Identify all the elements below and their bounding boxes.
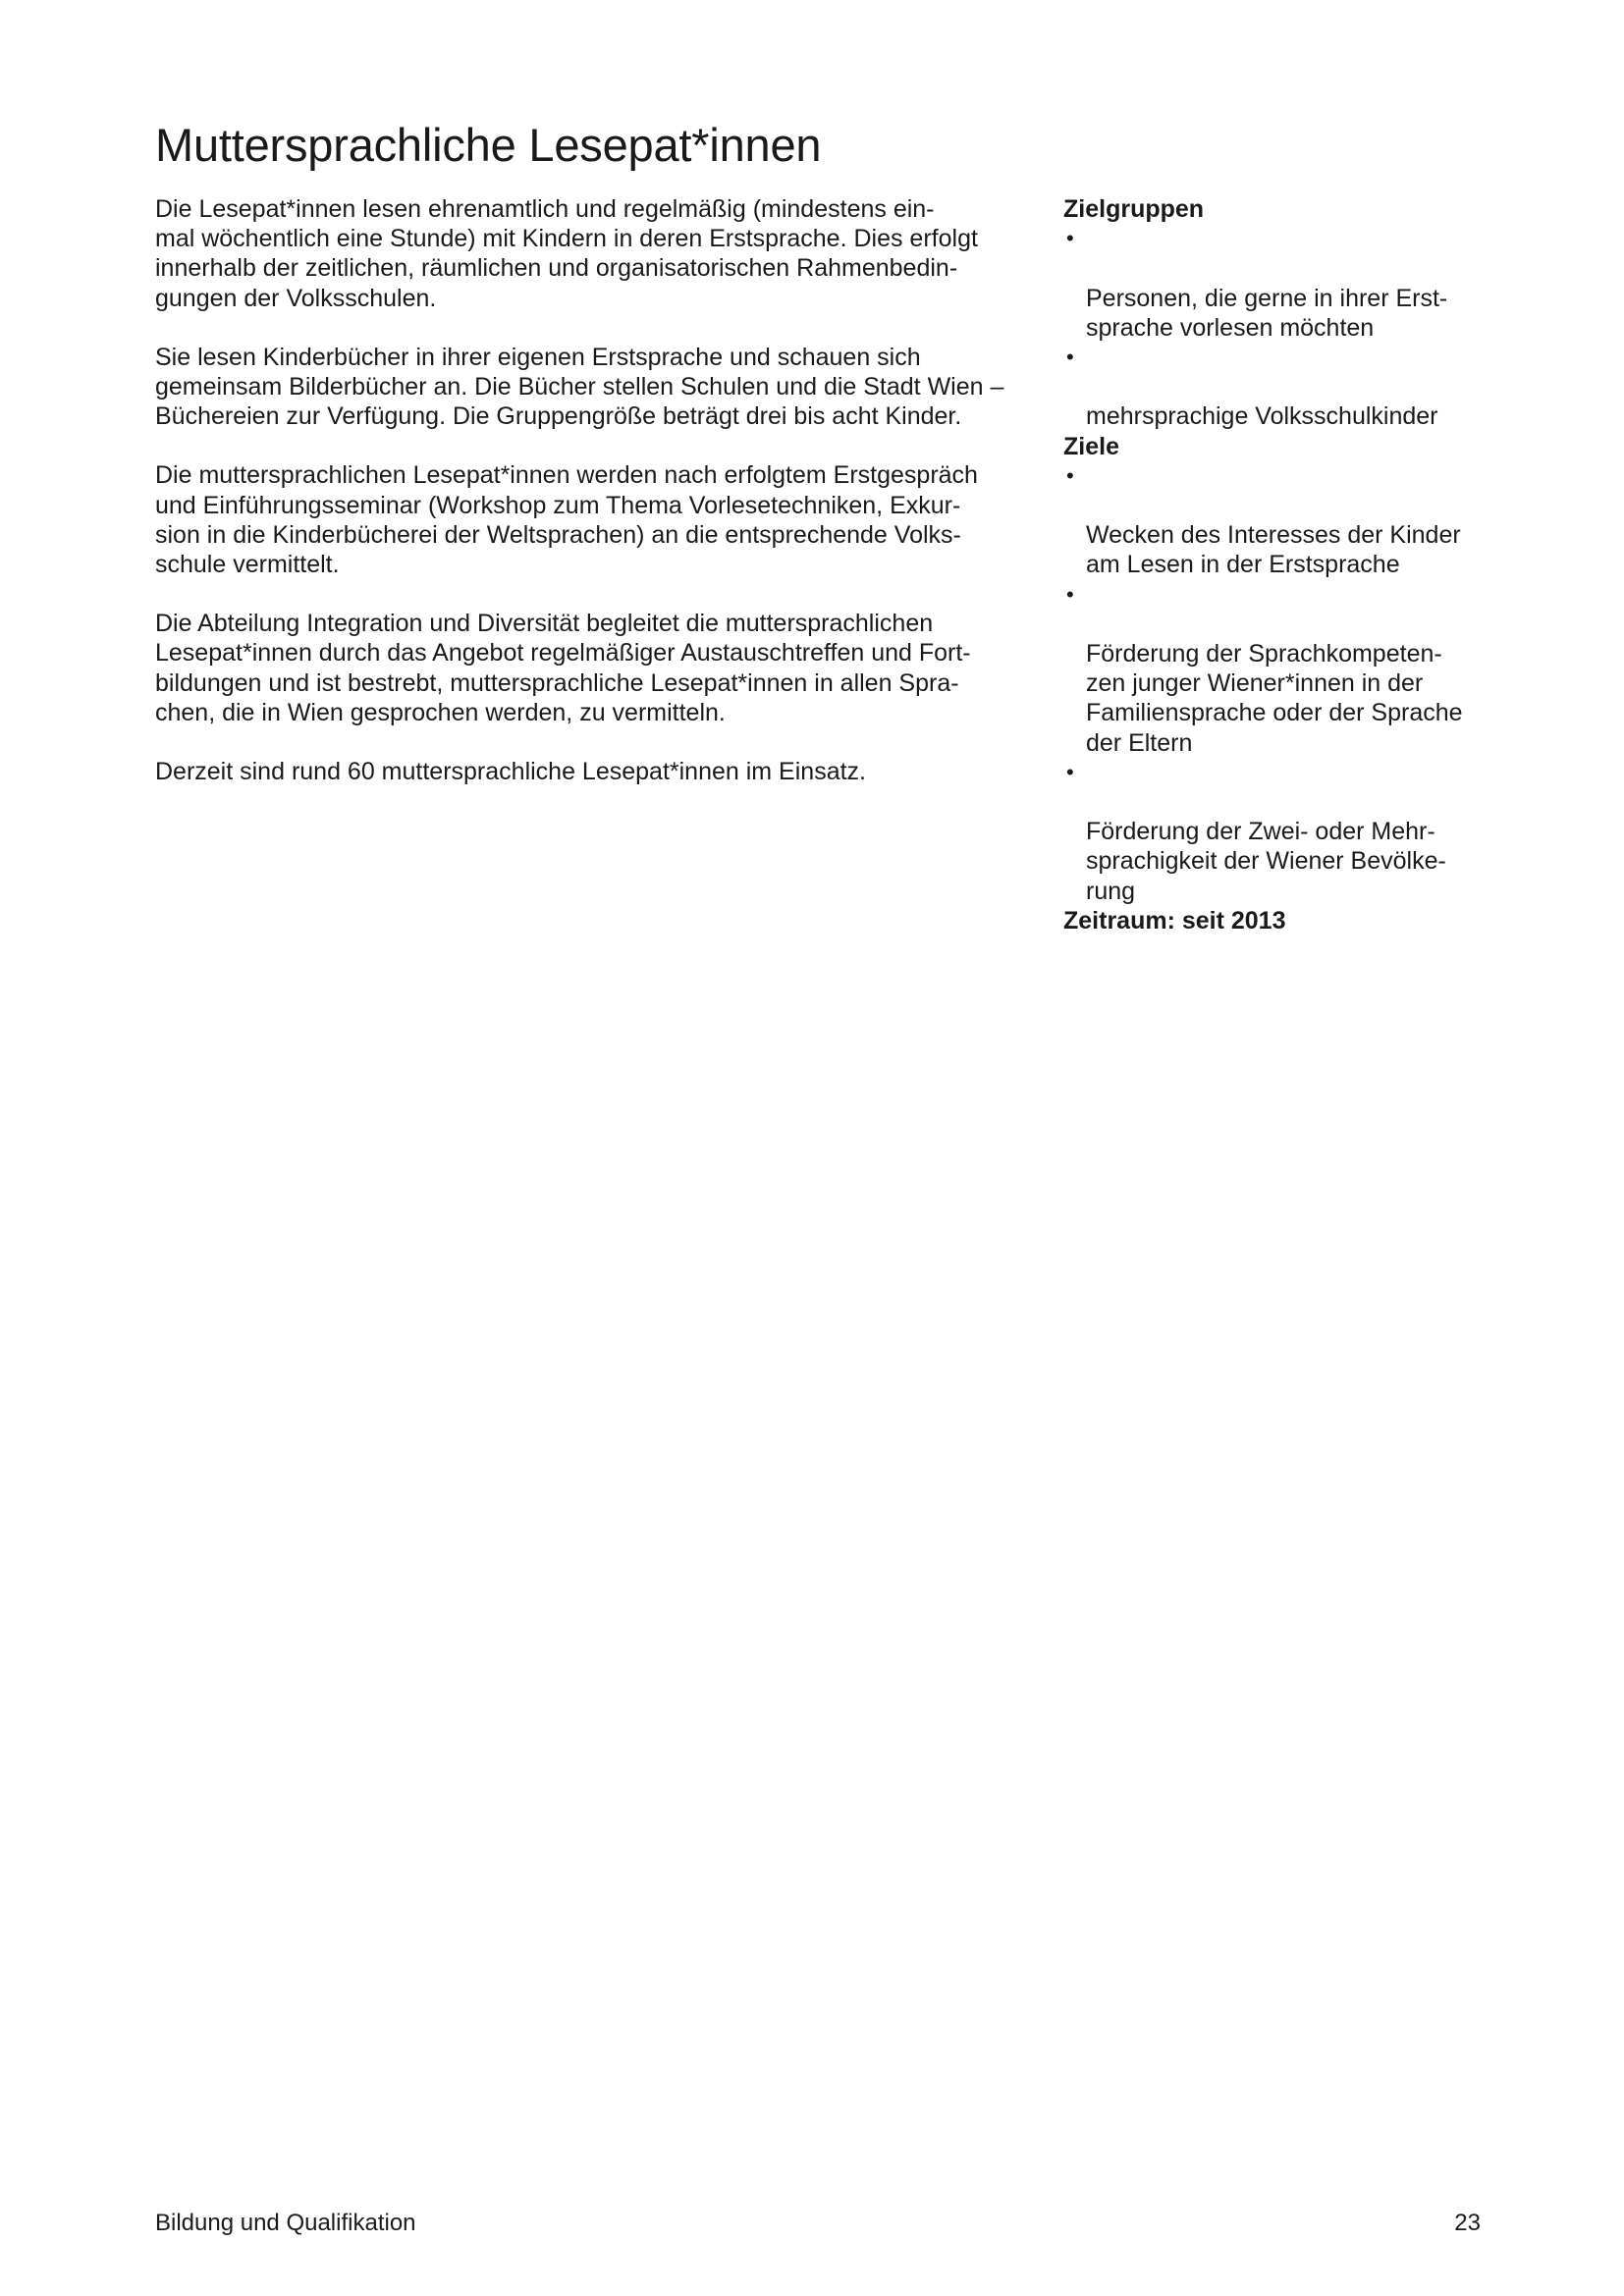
bullet-icon: • <box>1066 345 1074 370</box>
goals-list <box>1063 461 1495 906</box>
footer-section-label: Bildung und Qualifikation <box>155 2210 416 2236</box>
period-label: Zeitraum: seit 2013 <box>1063 906 1286 934</box>
target-groups-heading: Zielgruppen <box>1063 195 1205 223</box>
body-paragraph: Die Lesepat*innen lesen ehrenamtlich und regelmäßig (mindestens ein- mal wöchentlich eine Stunde) mit Kindern in deren Erstsprache. Dies erfolgt innerhalb der zeitlichen, räumlichen und organisatorischen Rahmenbedin- gungen der Volksschulen. <box>155 195 978 312</box>
body-paragraph: Sie lesen Kinderbücher in ihrer eigenen Erstsprache und schauen sich gemeinsam Bilderbücher an. Die Bücher stellen Schulen und die Stadt Wien – Büchereien zur Verfügung. Die Gruppengröße beträgt drei bis acht Kinder. <box>155 343 1004 431</box>
target-group-text: mehrsprachige Volksschulkinder <box>1086 402 1438 431</box>
goal-item <box>1063 580 1495 758</box>
bullet-icon: • <box>1066 226 1074 251</box>
target-group-item <box>1063 343 1495 432</box>
target-group-item <box>1063 224 1495 343</box>
page-number: 23 <box>1454 2210 1481 2236</box>
bullet-icon: • <box>1066 462 1074 488</box>
bullet-icon: • <box>1066 581 1074 607</box>
body-paragraph: Derzeit sind rund 60 muttersprachliche Lesepat*innen im Einsatz. <box>155 758 866 786</box>
page-title: Muttersprachliche Lesepat*innen <box>155 119 822 171</box>
body-paragraph: Die Abteilung Integration und Diversität begleitet die muttersprachlichen Lesepat*innen durch das Angebot regelmäßiger Austauschtreffen und Fort- bildungen und ist bestrebt, muttersprachliche Lesepat*innen in allen Spra- chen, die in Wien gesprochen werden, zu vermitteln. <box>155 610 971 726</box>
bullet-icon: • <box>1066 759 1074 784</box>
info-sidebar <box>1063 194 1495 935</box>
goal-text: Förderung der Sprachkompeten- zen junger Wiener*innen in der Familiensprache oder der Sprache der Eltern <box>1086 640 1463 757</box>
goal-text: Förderung der Zwei- oder Mehr- sprachigkeit der Wiener Bevölke- rung <box>1086 818 1446 905</box>
body-paragraph: Die muttersprachlichen Lesepat*innen werden nach erfolgtem Erstgespräch und Einführungsseminar (Workshop zum Thema Vorlesetechniken, Exkur- sion in die Kinderbücherei der Weltsprachen) an die entsprechende Volks- schule vermittelt. <box>155 461 978 579</box>
main-text-column <box>155 194 1019 816</box>
target-group-text: Personen, die gerne in ihrer Erst- sprache vorlesen möchten <box>1086 284 1448 342</box>
goal-text: Wecken des Interesses der Kinder am Lesen in der Erstsprache <box>1086 521 1461 579</box>
goal-item <box>1063 461 1495 580</box>
target-groups-list <box>1063 224 1495 431</box>
goal-item <box>1063 758 1495 906</box>
goals-heading: Ziele <box>1063 432 1119 460</box>
